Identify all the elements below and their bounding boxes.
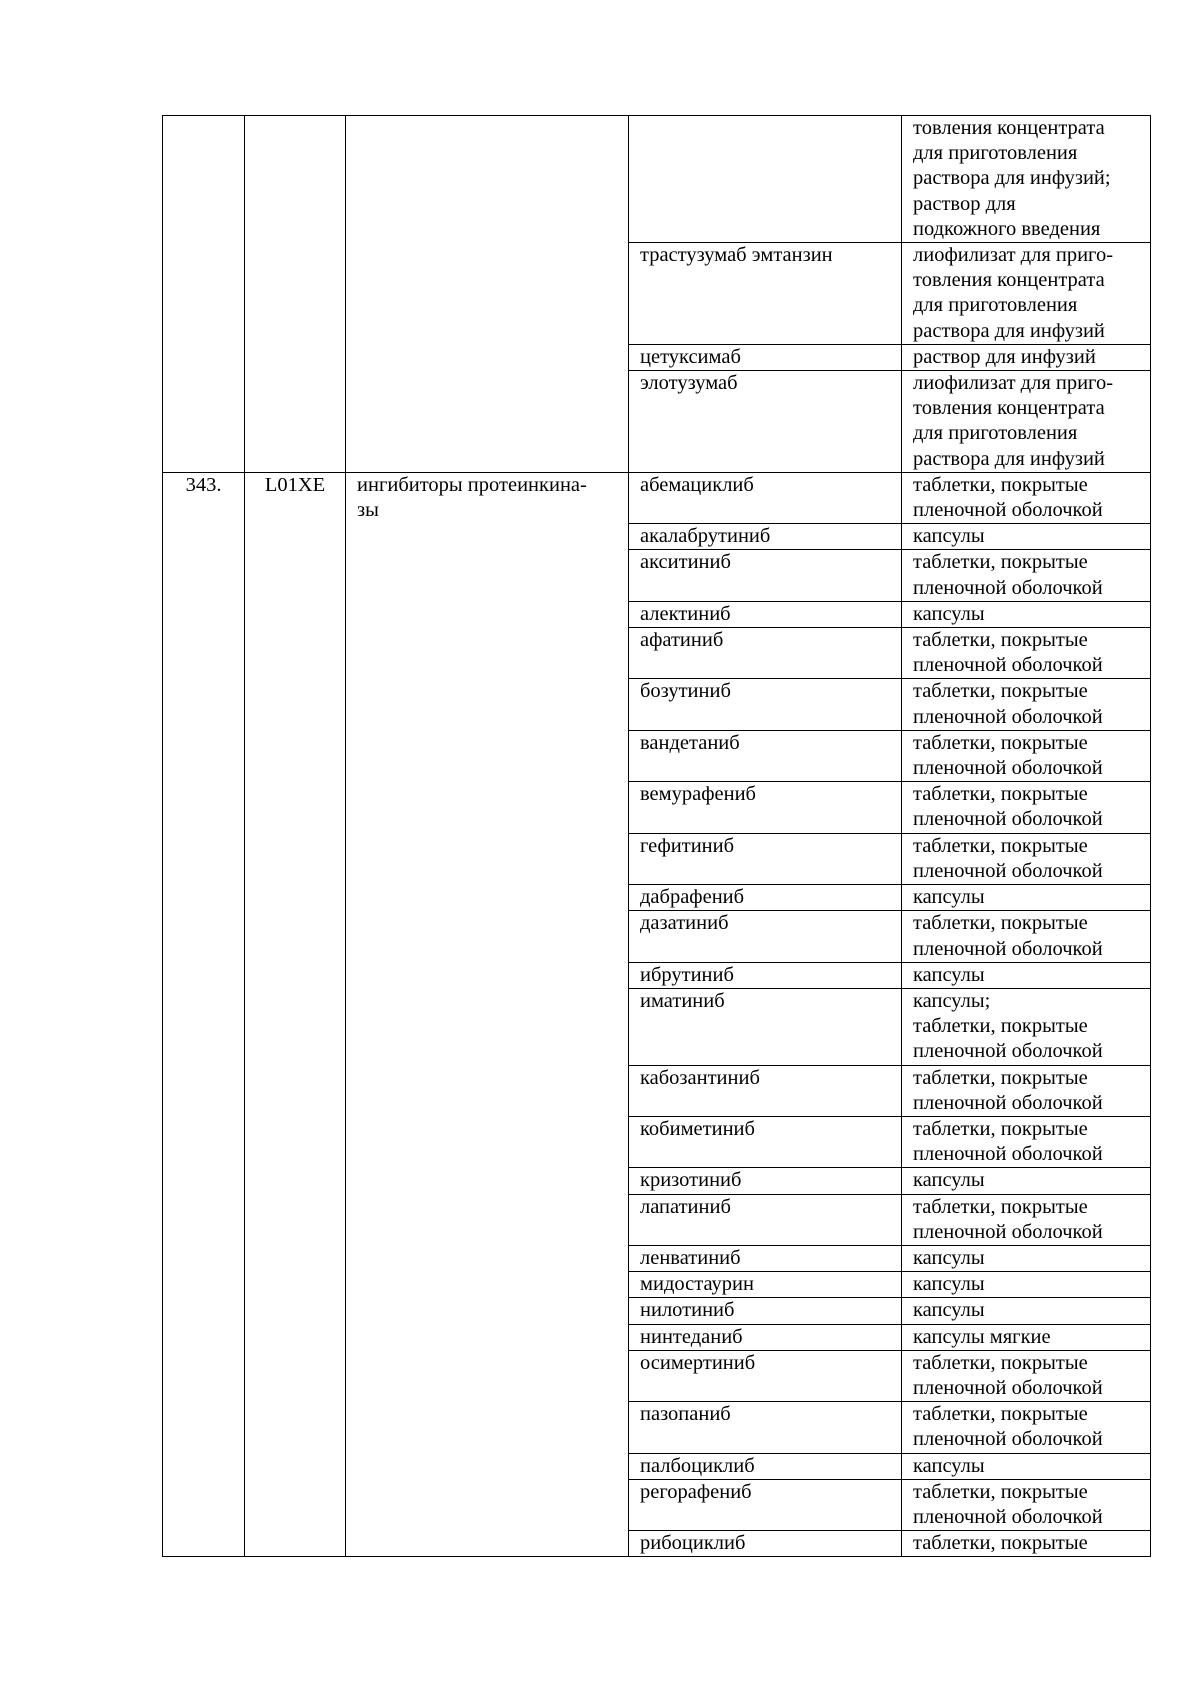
group-name-cell: ингибиторы протеинкина- зы: [346, 472, 629, 1557]
dosage-form-cell: таблетки, покрытые пленочной оболочкой: [902, 833, 1151, 884]
atc-code-cell: L01XE: [245, 472, 346, 1557]
dosage-form-cell: капсулы: [902, 1298, 1151, 1324]
dosage-form-cell: таблетки, покрытые пленочной оболочкой: [902, 550, 1151, 601]
drug-name-cell: кобиметиниб: [629, 1116, 902, 1167]
drug-name-cell: дабрафениб: [629, 885, 902, 911]
drug-name-cell: нинтеданиб: [629, 1324, 902, 1350]
table-row: [163, 116, 1151, 243]
dosage-form-cell: капсулы: [902, 1245, 1151, 1271]
drug-name-cell: мидостаурин: [629, 1272, 902, 1298]
drug-name-cell: дазатиниб: [629, 911, 902, 962]
dosage-form-cell: капсулы: [902, 1272, 1151, 1298]
drug-name-cell: алектиниб: [629, 601, 902, 627]
dosage-form-cell: капсулы мягкие: [902, 1324, 1151, 1350]
table-body: [163, 116, 1151, 1557]
dosage-form-cell: капсулы; таблетки, покрытые пленочной оболочкой: [902, 988, 1151, 1065]
drug-name-cell: палбоциклиб: [629, 1453, 902, 1479]
dosage-form-cell: товления концентрата для приготовления раствора для инфузий; раствор для подкожного введения: [902, 116, 1151, 243]
dosage-form-cell: таблетки, покрытые пленочной оболочкой: [902, 472, 1151, 523]
dosage-form-cell: капсулы: [902, 885, 1151, 911]
drug-name-cell: рибоциклиб: [629, 1531, 902, 1557]
drug-name-cell: вандетаниб: [629, 730, 902, 781]
dosage-form-cell: таблетки, покрытые пленочной оболочкой: [902, 1479, 1151, 1530]
dosage-form-cell: таблетки, покрытые пленочной оболочкой: [902, 1065, 1151, 1116]
drug-name-cell: афатиниб: [629, 628, 902, 679]
drug-name-cell: иматиниб: [629, 988, 902, 1065]
dosage-form-cell: таблетки, покрытые пленочной оболочкой: [902, 1116, 1151, 1167]
drug-name-cell: ибрутиниб: [629, 962, 902, 988]
drug-name-cell: осимертиниб: [629, 1350, 902, 1401]
dosage-form-cell: капсулы: [902, 1453, 1151, 1479]
drug-name-cell: абемациклиб: [629, 472, 902, 523]
drug-name-cell: трастузумаб эмтанзин: [629, 243, 902, 345]
dosage-form-cell: таблетки, покрытые пленочной оболочкой: [902, 1350, 1151, 1401]
dosage-form-cell: капсулы: [902, 524, 1151, 550]
drug-name-cell: кабозантиниб: [629, 1065, 902, 1116]
dosage-form-cell: таблетки, покрытые пленочной оболочкой: [902, 1402, 1151, 1453]
group-name-cell: [346, 116, 629, 473]
atc-code-cell: [245, 116, 346, 473]
dosage-form-cell: лиофилизат для приго- товления концентрата для приготовления раствора для инфузий: [902, 371, 1151, 473]
drug-name-cell: гефитиниб: [629, 833, 902, 884]
dosage-form-cell: таблетки, покрытые пленочной оболочкой: [902, 679, 1151, 730]
dosage-form-cell: капсулы: [902, 1168, 1151, 1194]
dosage-form-cell: таблетки, покрытые пленочной оболочкой: [902, 782, 1151, 833]
drug-list-table: [162, 115, 1151, 1557]
drug-name-cell: нилотиниб: [629, 1298, 902, 1324]
dosage-form-cell: раствор для инфузий: [902, 344, 1151, 370]
dosage-form-cell: капсулы: [902, 962, 1151, 988]
dosage-form-cell: таблетки, покрытые пленочной оболочкой: [902, 730, 1151, 781]
number-cell: 343.: [163, 472, 245, 1557]
drug-name-cell: акситиниб: [629, 550, 902, 601]
drug-name-cell: вемурафениб: [629, 782, 902, 833]
drug-name-cell: элотузумаб: [629, 371, 902, 473]
table-row: [163, 472, 1151, 523]
dosage-form-cell: таблетки, покрытые пленочной оболочкой: [902, 911, 1151, 962]
dosage-form-cell: таблетки, покрытые: [902, 1531, 1151, 1557]
drug-name-cell: бозутиниб: [629, 679, 902, 730]
drug-name-cell: [629, 116, 902, 243]
drug-name-cell: регорафениб: [629, 1479, 902, 1530]
drug-name-cell: ленватиниб: [629, 1245, 902, 1271]
drug-name-cell: пазопаниб: [629, 1402, 902, 1453]
number-cell: [163, 116, 245, 473]
dosage-form-cell: таблетки, покрытые пленочной оболочкой: [902, 628, 1151, 679]
dosage-form-cell: капсулы: [902, 601, 1151, 627]
drug-name-cell: кризотиниб: [629, 1168, 902, 1194]
drug-name-cell: акалабрутиниб: [629, 524, 902, 550]
dosage-form-cell: лиофилизат для приго- товления концентрата для приготовления раствора для инфузий: [902, 243, 1151, 345]
drug-name-cell: лапатиниб: [629, 1194, 902, 1245]
drug-name-cell: цетуксимаб: [629, 344, 902, 370]
dosage-form-cell: таблетки, покрытые пленочной оболочкой: [902, 1194, 1151, 1245]
